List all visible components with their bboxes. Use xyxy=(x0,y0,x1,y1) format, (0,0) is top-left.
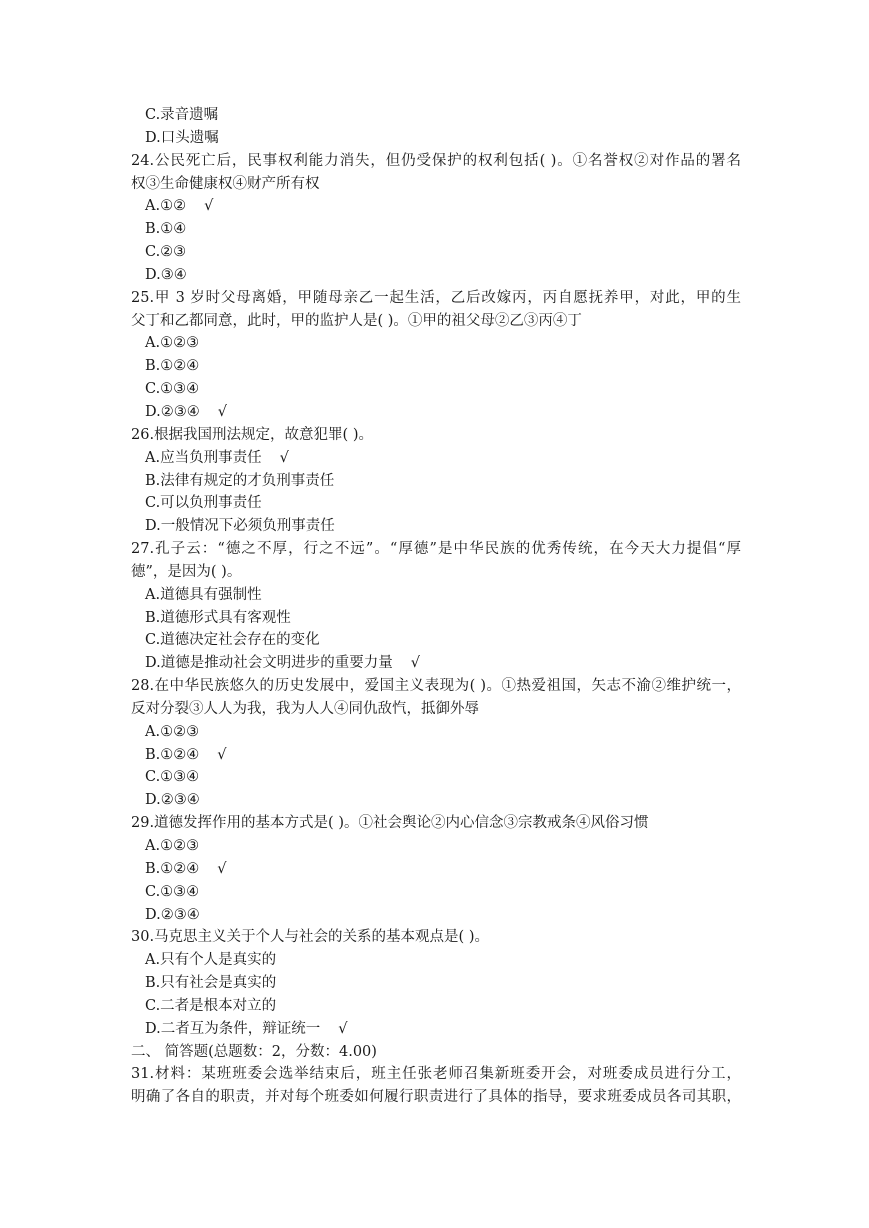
question-text-line: 28.在中华民族悠久的历史发展中，爱国主义表现为( )。①热爱祖国，矢志不渝②维护统一， xyxy=(131,678,741,695)
answer-option xyxy=(131,881,741,904)
option-text: A.道德具有强制性 xyxy=(145,586,262,603)
option-text: A.①②③ xyxy=(145,838,200,854)
option-text: A.①②③ xyxy=(145,335,200,352)
question-text-line: 反对分裂③人人为我，我为人人④同仇敌忾，抵御外辱 xyxy=(131,700,479,717)
question-text-line: 31.材料：某班班委会选举结束后，班主任张老师召集新班委开会，对班委成员进行分工， xyxy=(131,1066,741,1083)
answer-option xyxy=(131,904,741,927)
option-text: D.②③④ xyxy=(145,906,200,923)
option-text: C.①③④ xyxy=(145,883,200,900)
question-text-line: 德”，是因为( )。 xyxy=(131,563,242,580)
option-text: C.录音遗嘱 xyxy=(145,107,219,123)
answer-option xyxy=(131,241,741,264)
answer-option xyxy=(131,995,741,1018)
question-list xyxy=(131,104,741,1109)
correct-answer-checkmark: √ xyxy=(217,746,227,763)
option-text: D.二者互为条件，辩证统一 xyxy=(145,1020,321,1037)
option-text: B.①②④ xyxy=(145,860,200,877)
question-text-line: 27.孔子云：“德之不厚，行之不远”。“厚德”是中华民族的优秀传统，在今天大力提倡“厚 xyxy=(131,541,741,558)
option-text: C.①③④ xyxy=(145,769,200,786)
question-text-line: 24.公民死亡后，民事权利能力消失，但仍受保护的权利包括( )。①名誉权②对作品的署名 xyxy=(131,152,741,169)
answer-option xyxy=(131,972,741,995)
question-text-line: 29.道德发挥作用的基本方式是( )。①社会舆论②内心信念③宗教戒条④风俗习惯 xyxy=(131,815,649,832)
answer-option xyxy=(131,607,741,630)
option-text: A.①② xyxy=(145,198,187,215)
answer-option xyxy=(131,858,741,881)
option-text: C.①③④ xyxy=(145,381,200,398)
answer-option xyxy=(131,447,741,470)
answer-option xyxy=(131,355,741,378)
option-text: B.①②④ xyxy=(145,746,200,763)
answer-option xyxy=(131,195,741,218)
answer-option xyxy=(131,218,741,241)
option-text: D.道德是推动社会文明进步的重要力量 xyxy=(145,655,393,672)
option-text: D.②③④ xyxy=(145,792,200,809)
option-text: A.①②③ xyxy=(145,723,200,740)
question-text-line: 30.马克思主义关于个人与社会的关系的基本观点是( )。 xyxy=(131,929,489,946)
answer-option xyxy=(131,104,741,127)
answer-option xyxy=(131,835,741,858)
option-text: B.道德形式具有客观性 xyxy=(145,609,291,626)
answer-option xyxy=(131,629,741,652)
correct-answer-checkmark: √ xyxy=(217,403,227,420)
question-text-line: 明确了各自的职责，并对每个班委如何履行职责进行了具体的指导，要求班委成员各司其职， xyxy=(131,1089,741,1106)
option-text: C.二者是根本对立的 xyxy=(145,997,277,1014)
answer-option xyxy=(131,332,741,355)
option-text: B.①④ xyxy=(145,221,187,238)
answer-option xyxy=(131,470,741,493)
answer-option xyxy=(131,789,741,812)
option-text: B.法律有规定的才负刑事责任 xyxy=(145,472,335,489)
answer-option xyxy=(131,492,741,515)
option-text: C.可以负刑事责任 xyxy=(145,495,262,512)
answer-option xyxy=(131,515,741,538)
answer-option xyxy=(131,127,741,150)
answer-option xyxy=(131,766,741,789)
answer-option xyxy=(131,378,741,401)
option-text: A.应当负刑事责任 xyxy=(145,449,262,466)
correct-answer-checkmark: √ xyxy=(217,860,227,877)
answer-option xyxy=(131,652,741,675)
correct-answer-checkmark: √ xyxy=(338,1020,348,1037)
question-text-line: 二、 简答题(总题数：2，分数：4.00) xyxy=(131,1043,377,1060)
answer-option xyxy=(131,584,741,607)
answer-option xyxy=(131,744,741,767)
answer-option xyxy=(131,264,741,287)
option-text: D.③④ xyxy=(145,266,187,283)
option-text: A.只有个人是真实的 xyxy=(145,952,277,969)
option-text: D.口头遗嘱 xyxy=(145,129,219,146)
option-text: D.②③④ xyxy=(145,403,200,420)
correct-answer-checkmark: √ xyxy=(279,449,289,466)
answer-option xyxy=(131,949,741,972)
correct-answer-checkmark: √ xyxy=(410,655,420,672)
answer-option xyxy=(131,401,741,424)
option-text: C.②③ xyxy=(145,244,187,261)
answer-option xyxy=(131,1018,741,1041)
option-text: C.道德决定社会存在的变化 xyxy=(145,632,320,649)
option-text: D.一般情况下必须负刑事责任 xyxy=(145,518,335,535)
question-text-line: 父丁和乙都同意，此时，甲的监护人是( )。①甲的祖父母②乙③丙④丁 xyxy=(131,312,582,329)
option-text: B.只有社会是真实的 xyxy=(145,975,277,992)
question-text-line: 25.甲 3 岁时父母离婚，甲随母亲乙一起生活，乙后改嫁丙，丙自愿抚养甲，对此，甲的生 xyxy=(131,289,741,306)
option-text: B.①②④ xyxy=(145,358,200,375)
answer-option xyxy=(131,721,741,744)
question-text-line: 26.根据我国刑法规定，故意犯罪( )。 xyxy=(131,426,373,443)
question-text-line: 权③生命健康权④财产所有权 xyxy=(131,175,320,192)
correct-answer-checkmark: √ xyxy=(204,198,214,215)
